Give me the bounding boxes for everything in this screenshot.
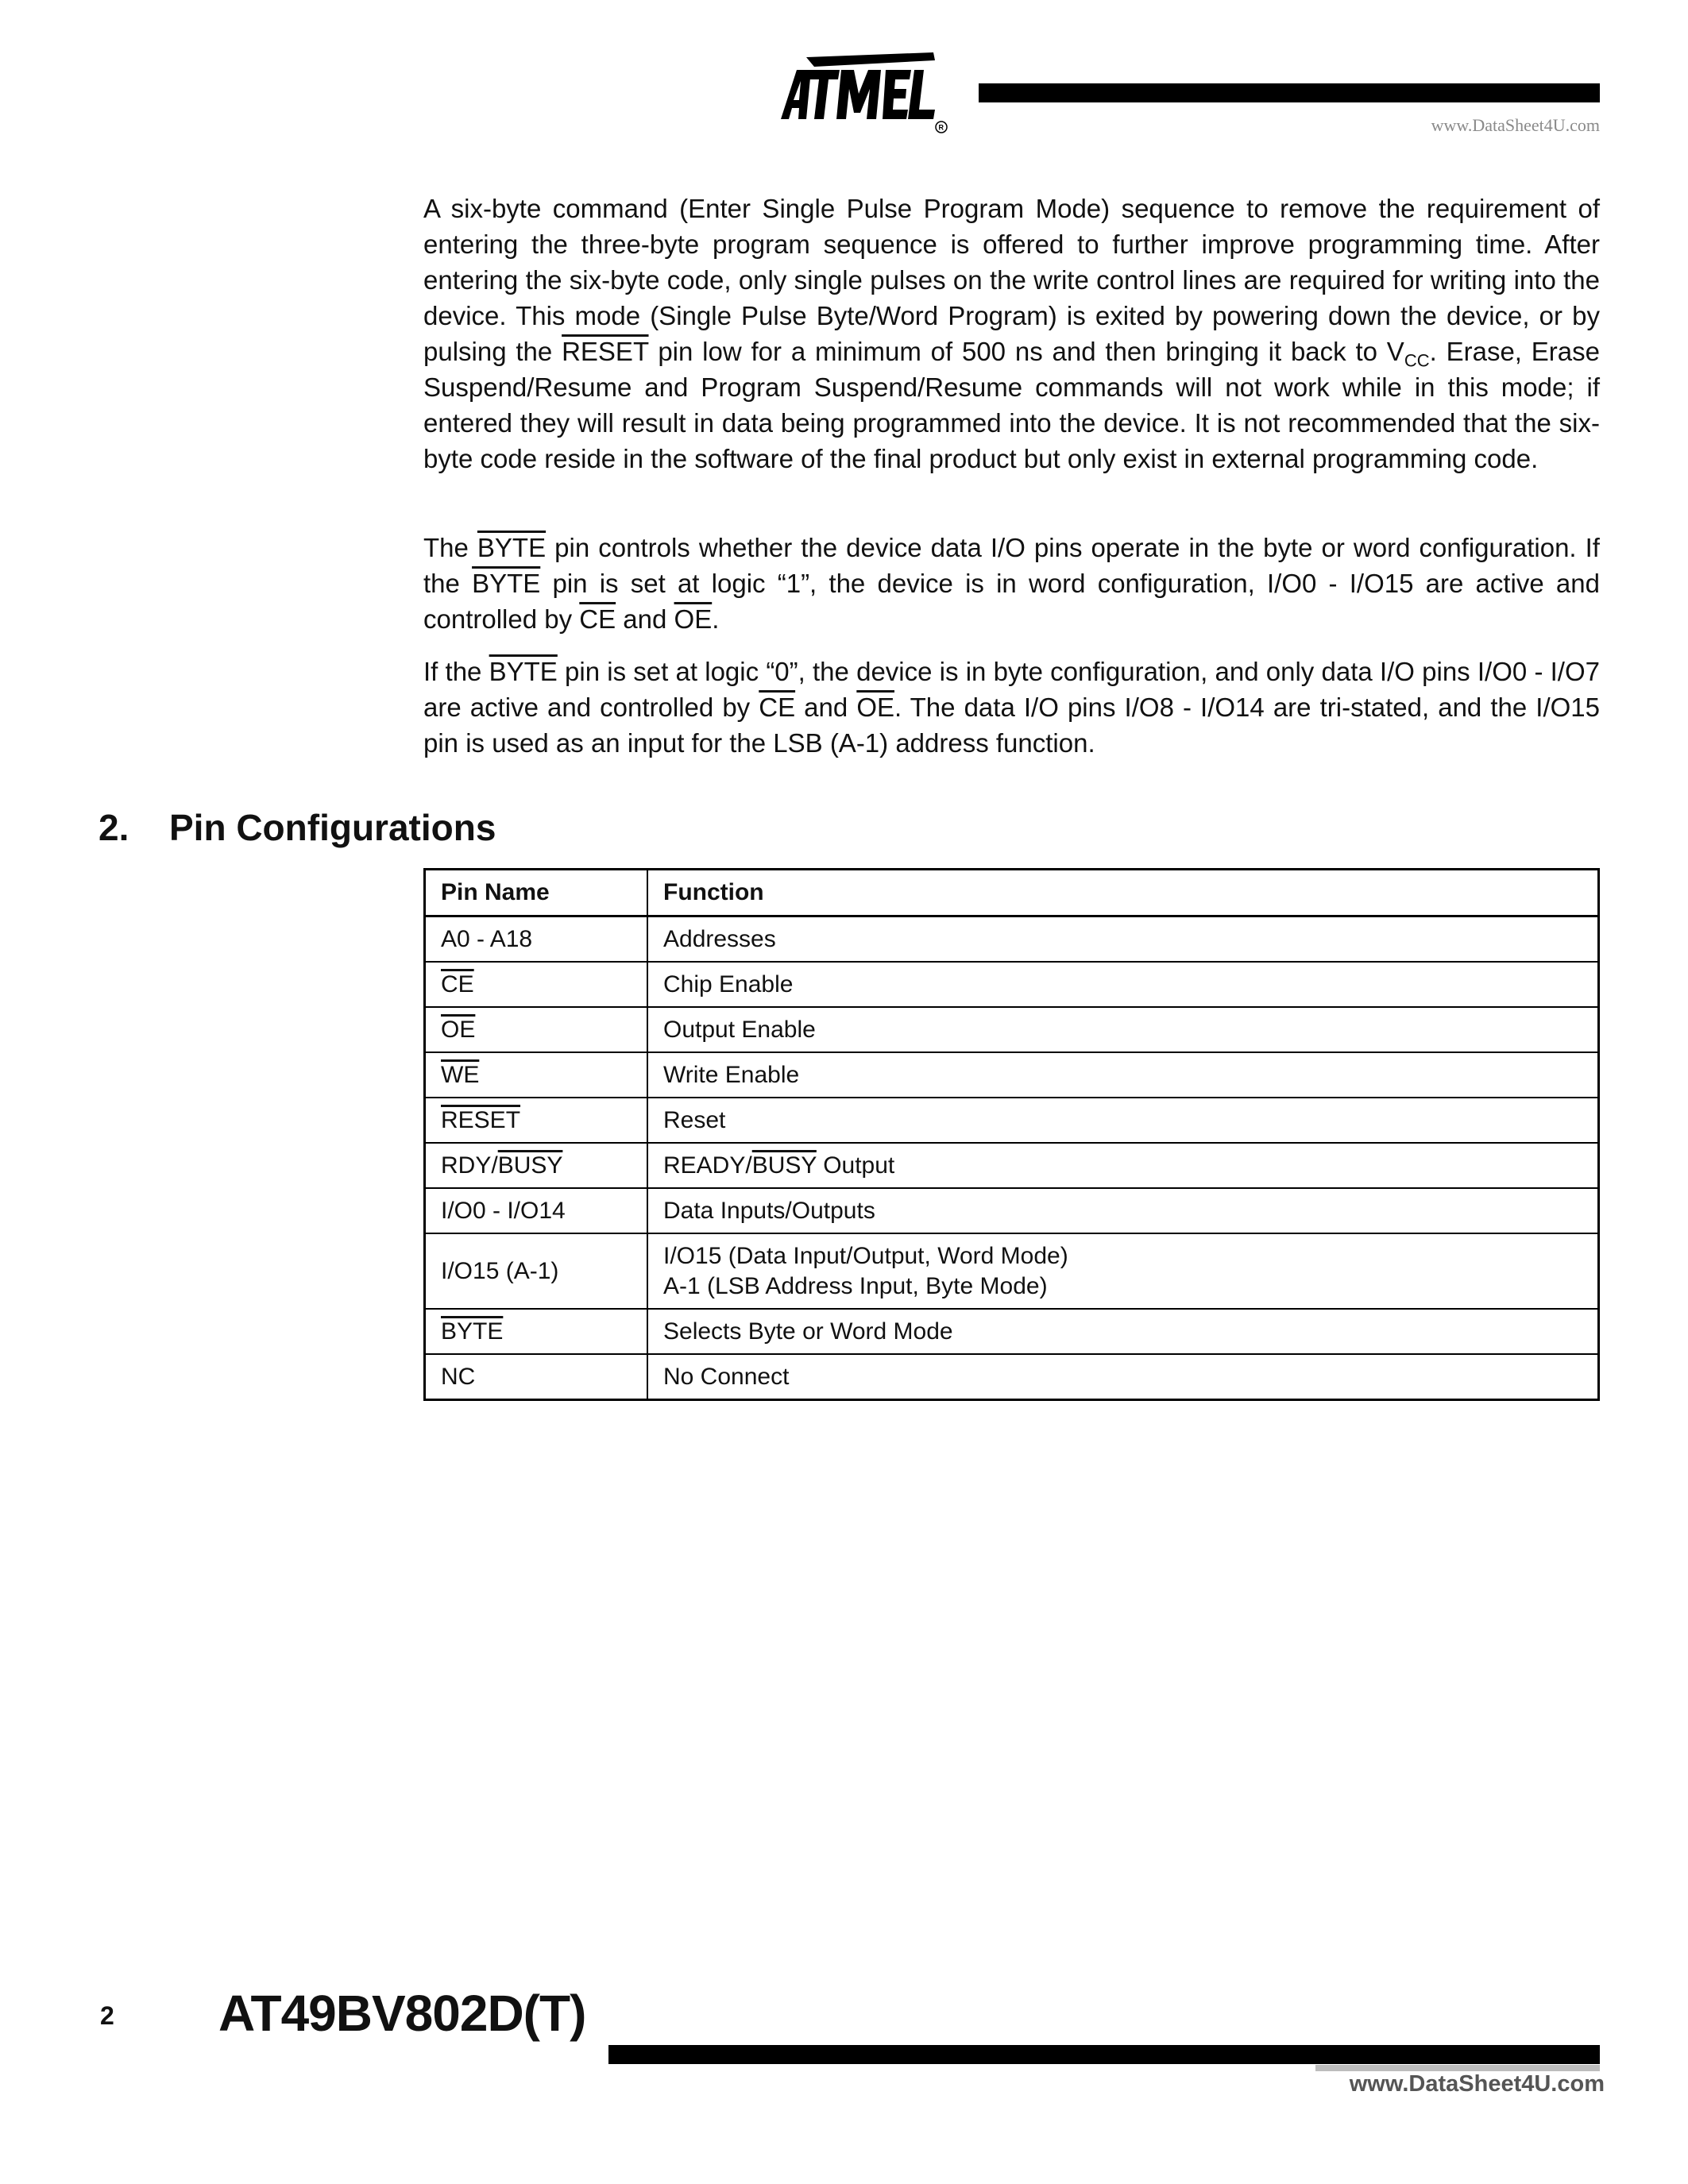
- ce-signal: $\overline{CE}$: [759, 693, 796, 722]
- table-row: [425, 916, 1599, 963]
- header-rule: [979, 83, 1600, 102]
- page-number: 2: [100, 2001, 114, 2030]
- section-title: Pin Configurations: [169, 807, 496, 848]
- function-cell: Chip Enable: [647, 962, 1599, 1007]
- oe-signal: $\overline{OE}$: [674, 604, 713, 634]
- svg-text:R: R: [938, 123, 944, 132]
- function-cell: Write Enable: [647, 1052, 1599, 1098]
- column-header-function: Function: [647, 870, 1599, 916]
- section-heading: [98, 806, 496, 849]
- pin-name-cell: $\overline{CE}$: [425, 962, 648, 1007]
- column-header-pin-name: Pin Name: [425, 870, 648, 916]
- pin-name-cell: A0 - A18: [425, 916, 648, 963]
- document-title: AT49BV802D(T): [218, 1985, 586, 2042]
- paragraph-byte-pin-byte: If the BYTE pin is set at logic “0”, the device is in byte configuration, and only data I/O pins I/O0 - I/O7 are active and controlled by $\overline{CE}$ and $\overline{OE}$. The data I/O pins I/O8 - I/O14 are tri-stated, and the I/O15 pin is used as an input for the LSB (A-1) address function.: [423, 657, 1600, 758]
- pin-configuration-table: [423, 868, 1600, 1401]
- table-row: [425, 962, 1599, 1007]
- pin-name-cell: I/O0 - I/O14: [425, 1188, 648, 1233]
- pin-name-cell: BYTE: [425, 1309, 648, 1354]
- reset-signal: RESET: [562, 337, 649, 366]
- pin-name-cell: $\overline{WE}$: [425, 1052, 648, 1098]
- byte-signal: BYTE: [489, 657, 558, 686]
- oe-signal: $\overline{OE}$: [856, 693, 894, 722]
- footer-rule-accent: [1315, 2065, 1600, 2071]
- byte-signal: BYTE: [477, 533, 547, 562]
- ce-signal: $\overline{CE}$: [579, 604, 616, 634]
- function-cell: READY/BUSY Output: [647, 1143, 1599, 1188]
- pin-name-cell: I/O15 (A-1): [425, 1233, 648, 1309]
- pin-name-cell: RDY/BUSY: [425, 1143, 648, 1188]
- table-row: [425, 1007, 1599, 1052]
- function-cell: No Connect: [647, 1354, 1599, 1400]
- section-number: 2.: [98, 807, 129, 848]
- table-header-row: [425, 870, 1599, 916]
- function-cell: Reset: [647, 1098, 1599, 1143]
- header-watermark-url: www.DataSheet4U.com: [1431, 115, 1600, 135]
- function-cell: Selects Byte or Word Mode: [647, 1309, 1599, 1354]
- pin-name-cell: NC: [425, 1354, 648, 1400]
- footer-watermark-url: www.DataSheet4U.com: [1349, 2071, 1605, 2097]
- pin-name-cell: RESET: [425, 1098, 648, 1143]
- byte-signal: BYTE: [472, 569, 541, 598]
- footer-rule: [608, 2045, 1600, 2064]
- paragraph-byte-pin-word: The BYTE pin controls whether the device data I/O pins operate in the byte or word configuration. If the BYTE pin is set at logic “1”, the device is in word configuration, I/O0 - I/O15 are active and controlled by $\overline{CE}$ and $\overline{OE}$.: [423, 533, 1600, 634]
- function-cell: Data Inputs/Outputs: [647, 1188, 1599, 1233]
- table-row: [425, 1143, 1599, 1188]
- table-row: [425, 1188, 1599, 1233]
- table-row: [425, 1309, 1599, 1354]
- function-cell: Output Enable: [647, 1007, 1599, 1052]
- table-row: [425, 1354, 1599, 1400]
- function-cell: I/O15 (Data Input/Output, Word Mode) A-1 (LSB Address Input, Byte Mode): [647, 1233, 1599, 1309]
- atmel-logo: [774, 49, 949, 137]
- paragraph-single-pulse-mode: A six-byte command (Enter Single Pulse Program Mode) sequence to remove the requirement of entering the three-byte program sequence is offered to further improve programming time. After entering the six-byte code, only single pulses on the write control lines are required for writing into the device. This mode (Single Pulse Byte/Word Program) is exited by powering down the device, or by pulsing the RESET pin low for a minimum of 500 ns and then bringing it back to $V_{CC}$. Erase, Erase Suspend/Resume and Program Suspend/Resume commands will not work while in this mode; if entered they will result in data being programmed into the device. It is not recommended that the six-byte code reside in the software of the final product but only exist in external programming code.: [423, 194, 1600, 473]
- function-cell: Addresses: [647, 916, 1599, 963]
- pin-name-cell: $\overline{OE}$: [425, 1007, 648, 1052]
- table-row: [425, 1052, 1599, 1098]
- vcc-subscript: CC: [1404, 350, 1430, 371]
- table-row: [425, 1233, 1599, 1309]
- table-row: [425, 1098, 1599, 1143]
